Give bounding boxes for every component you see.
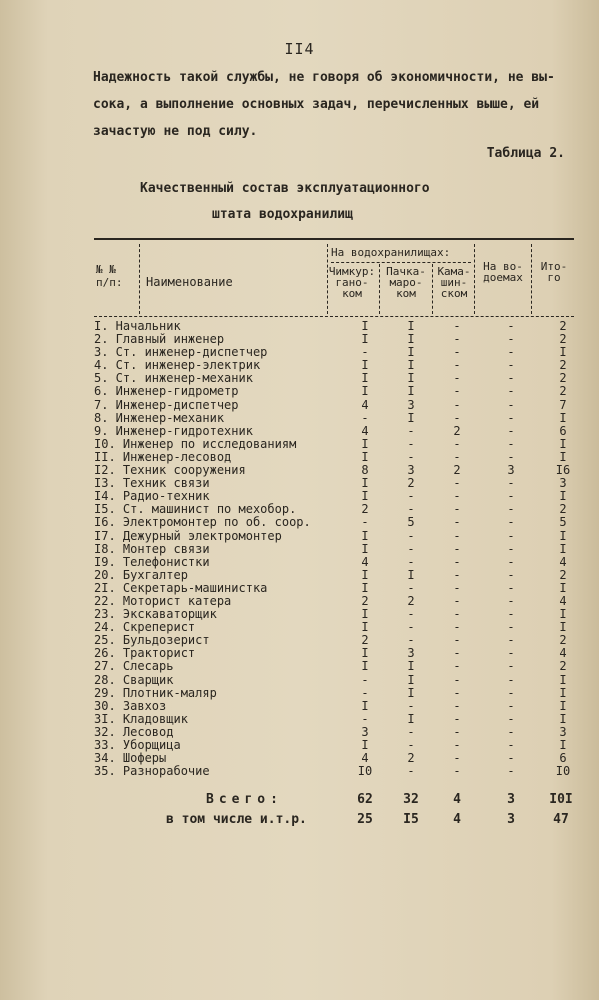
column-separator [432, 264, 433, 314]
row-cell-value: I [559, 698, 567, 713]
row-position-name: 25. Бульдозерист [94, 633, 210, 648]
row-cell-value: - [361, 345, 369, 360]
row-cell-value: - [407, 554, 415, 569]
row-cell-value: - [453, 646, 461, 661]
row-cell-value: I0 [357, 764, 373, 779]
row-cell-value: 4 [361, 423, 369, 438]
row-position-name: II. Инженер-лесовод [94, 449, 232, 464]
row-position-name: 20. Бухгалтер [94, 567, 188, 582]
row-position-name: 7. Инженер-диспетчер [94, 397, 239, 412]
row-cell-value: 4 [559, 593, 567, 608]
column-separator [531, 244, 532, 314]
table-row [94, 739, 574, 752]
row-position-name: 8. Инженер-механик [94, 410, 225, 425]
row-cell-value: 2 [407, 476, 415, 491]
table-row [94, 674, 574, 687]
row-position-name: 23. Экскаваторщик [94, 607, 217, 622]
table-row [94, 425, 574, 438]
table-row [94, 438, 574, 451]
row-position-name: 30. Завхоз [94, 698, 167, 713]
paragraph-line: Надежность такой службы, не говоря об экономичности, не вы- [93, 70, 555, 85]
column-separator [327, 244, 328, 314]
row-cell-value: - [453, 659, 461, 674]
table-row [94, 530, 574, 543]
header-group: На водохранилищах: [331, 246, 451, 259]
row-cell-value: - [407, 607, 415, 622]
row-cell-value: 7 [559, 397, 567, 412]
row-cell-value: - [453, 554, 461, 569]
total-value: I0I [549, 792, 573, 807]
table-row [94, 660, 574, 673]
row-position-name: 34. Шоферы [94, 751, 167, 766]
row-cell-value: - [453, 764, 461, 779]
row-position-name: I4. Радио-техник [94, 489, 210, 504]
row-cell-value: I [361, 358, 369, 373]
row-cell-value: - [453, 698, 461, 713]
header-name: Наименование [146, 275, 233, 289]
row-cell-value: - [361, 685, 369, 700]
total-value: 4 [453, 792, 461, 807]
row-cell-value: - [407, 489, 415, 504]
header-group-underline [331, 262, 471, 263]
row-cell-value: - [507, 567, 515, 582]
column-separator [379, 264, 380, 314]
total-value: 62 [357, 792, 373, 807]
row-cell-value: 4 [361, 751, 369, 766]
row-cell-value: I [407, 672, 415, 687]
row-cell-value: 2 [361, 502, 369, 517]
row-cell-value: - [507, 593, 515, 608]
total-value: 25 [357, 812, 373, 827]
row-position-name: I0. Инженер по исследованиям [94, 436, 297, 451]
row-cell-value: 8 [361, 463, 369, 478]
row-cell-value: - [453, 371, 461, 386]
row-cell-value: - [453, 319, 461, 333]
row-cell-value: I [361, 620, 369, 635]
row-cell-value: I [559, 436, 567, 451]
row-cell-value: I [559, 607, 567, 622]
row-cell-value: - [507, 384, 515, 399]
table-row [94, 399, 574, 412]
itr-total-label: в том числе и.т.р. [166, 812, 307, 827]
table-title-line: штата водохранилищ [212, 207, 353, 222]
row-cell-value: - [407, 633, 415, 648]
row-cell-value: I [559, 580, 567, 595]
row-cell-value: I [361, 489, 369, 504]
row-cell-value: - [507, 751, 515, 766]
row-cell-value: I [361, 449, 369, 464]
row-cell-value: 2 [407, 593, 415, 608]
row-cell-value: - [507, 724, 515, 739]
row-cell-value: I [407, 410, 415, 425]
row-cell-value: - [507, 633, 515, 648]
row-cell-value: - [361, 410, 369, 425]
row-cell-value: I [407, 358, 415, 373]
row-cell-value: - [507, 698, 515, 713]
header-col-reservoirs: На во- доемах [483, 260, 523, 284]
row-cell-value: 2 [559, 567, 567, 582]
row-cell-value: 2 [559, 633, 567, 648]
row-cell-value: - [507, 515, 515, 530]
row-cell-value: - [507, 319, 515, 333]
row-cell-value: - [453, 672, 461, 687]
row-cell-value: I [361, 436, 369, 451]
row-cell-value: I [361, 646, 369, 661]
row-cell-value: - [507, 423, 515, 438]
row-cell-value: I [407, 332, 415, 347]
total-value: 3 [507, 792, 515, 807]
row-position-name: 24. Скреперист [94, 620, 196, 635]
row-cell-value: - [407, 724, 415, 739]
row-cell-value: - [453, 528, 461, 543]
row-cell-value: - [507, 436, 515, 451]
header-bottom-rule [94, 316, 574, 317]
table-row [94, 582, 574, 595]
row-cell-value: I0 [555, 764, 571, 779]
total-value: 47 [553, 812, 569, 827]
row-cell-value: 2 [559, 384, 567, 399]
row-position-name: 2. Главный инженер [94, 332, 225, 347]
row-cell-value: - [453, 633, 461, 648]
row-cell-value: - [507, 345, 515, 360]
row-cell-value: - [507, 554, 515, 569]
row-cell-value: - [361, 672, 369, 687]
row-cell-value: I [361, 607, 369, 622]
row-cell-value: I [407, 319, 415, 333]
row-cell-value: 2 [361, 633, 369, 648]
row-cell-value: - [453, 751, 461, 766]
row-cell-value: - [507, 620, 515, 635]
row-position-name: I5. Ст. машинист по мехобор. [94, 502, 297, 517]
row-cell-value: - [507, 541, 515, 556]
row-position-name: I9. Телефонистки [94, 554, 210, 569]
row-cell-value: - [453, 620, 461, 635]
row-cell-value: - [507, 358, 515, 373]
row-cell-value: I [361, 567, 369, 582]
row-position-name: 35. Разнорабочие [94, 764, 210, 779]
row-cell-value: 3 [507, 463, 515, 478]
row-cell-value: - [453, 541, 461, 556]
row-position-name: 28. Сварщик [94, 672, 174, 687]
row-cell-value: I [559, 672, 567, 687]
row-cell-value: - [507, 580, 515, 595]
row-cell-value: I [407, 345, 415, 360]
paragraph-line: сока, а выполнение основных задач, перечисленных выше, ей [93, 97, 540, 112]
page-number: II4 [284, 40, 315, 58]
row-position-name: 9. Инженер-гидротехник [94, 423, 253, 438]
row-cell-value: - [507, 672, 515, 687]
row-cell-value: - [407, 502, 415, 517]
row-cell-value: I [559, 410, 567, 425]
row-cell-value: I [407, 371, 415, 386]
row-cell-value: - [407, 580, 415, 595]
header-col-kamashin: Кама- шин- ском [437, 265, 471, 300]
row-cell-value: - [507, 502, 515, 517]
row-cell-value: - [453, 685, 461, 700]
row-cell-value: - [361, 515, 369, 530]
row-cell-value: - [407, 620, 415, 635]
row-cell-value: 2 [361, 593, 369, 608]
row-cell-value: - [507, 397, 515, 412]
header-number: № № п/п: [96, 263, 123, 289]
row-position-name: 32. Лесовод [94, 724, 174, 739]
row-cell-value: I [559, 489, 567, 504]
row-cell-value: - [507, 764, 515, 779]
row-position-name: I7. Дежурный электромонтер [94, 528, 282, 543]
row-cell-value: 2 [453, 463, 461, 478]
row-cell-value: I6 [555, 463, 571, 478]
row-cell-value: - [507, 607, 515, 622]
row-cell-value: - [453, 580, 461, 595]
row-cell-value: - [453, 384, 461, 399]
body-paragraph [93, 64, 573, 145]
table-body [94, 320, 574, 778]
row-cell-value: 3 [407, 646, 415, 661]
table-title [140, 176, 510, 228]
row-cell-value: - [453, 502, 461, 517]
row-cell-value: 6 [559, 423, 567, 438]
row-cell-value: I [407, 384, 415, 399]
row-cell-value: 2 [453, 423, 461, 438]
row-cell-value: I [559, 711, 567, 726]
row-cell-value: - [407, 698, 415, 713]
row-position-name: 22. Моторист катера [94, 593, 232, 608]
row-cell-value: 2 [559, 502, 567, 517]
row-cell-value: - [407, 436, 415, 451]
row-cell-value: 2 [559, 358, 567, 373]
row-cell-value: I [361, 541, 369, 556]
row-cell-value: - [507, 489, 515, 504]
row-cell-value: 3 [361, 724, 369, 739]
row-cell-value: I [407, 659, 415, 674]
row-cell-value: - [507, 449, 515, 464]
row-cell-value: I [559, 685, 567, 700]
row-cell-value: - [407, 541, 415, 556]
row-cell-value: - [507, 332, 515, 347]
row-cell-value: I [559, 528, 567, 543]
row-cell-value: I [361, 332, 369, 347]
row-cell-value: 3 [559, 724, 567, 739]
row-cell-value: 2 [559, 319, 567, 333]
row-position-name: 2I. Секретарь-машинистка [94, 580, 268, 595]
header-col-total: Ито- го [540, 260, 568, 284]
row-cell-value: 5 [407, 515, 415, 530]
table-row [94, 556, 574, 569]
row-position-name: I3. Техник связи [94, 476, 210, 491]
row-cell-value: 2 [559, 332, 567, 347]
total-value: 4 [453, 812, 461, 827]
header-col-chimkurgan: Чимкур: гано- ком [328, 265, 376, 300]
row-cell-value: - [453, 607, 461, 622]
table-row [94, 543, 574, 556]
row-cell-value: I [361, 319, 369, 333]
row-position-name: 27. Слесарь [94, 659, 174, 674]
table-row [94, 700, 574, 713]
row-cell-value: - [453, 358, 461, 373]
row-cell-value: - [453, 738, 461, 752]
row-cell-value: I [361, 476, 369, 491]
row-cell-value: 3 [407, 397, 415, 412]
table-row [94, 687, 574, 700]
row-cell-value: 4 [559, 646, 567, 661]
row-position-name: 6. Инженер-гидрометр [94, 384, 239, 399]
row-cell-value: - [453, 476, 461, 491]
row-cell-value: - [453, 489, 461, 504]
row-cell-value: - [407, 423, 415, 438]
row-position-name: 33. Уборщица [94, 738, 181, 752]
row-cell-value: - [453, 397, 461, 412]
row-cell-value: I [361, 738, 369, 752]
row-cell-value: - [507, 685, 515, 700]
row-cell-value: I [361, 528, 369, 543]
row-cell-value: - [453, 410, 461, 425]
row-cell-value: 5 [559, 515, 567, 530]
row-cell-value: I [559, 449, 567, 464]
table-label: Таблица 2. [486, 146, 565, 161]
row-cell-value: - [407, 764, 415, 779]
row-cell-value: - [453, 711, 461, 726]
table-row [94, 713, 574, 726]
row-cell-value: - [453, 332, 461, 347]
row-cell-value: 4 [361, 554, 369, 569]
row-cell-value: 2 [559, 659, 567, 674]
row-cell-value: - [407, 528, 415, 543]
row-cell-value: - [453, 449, 461, 464]
total-value: I5 [403, 812, 419, 827]
total-value: 3 [507, 812, 515, 827]
row-cell-value: - [507, 410, 515, 425]
row-cell-value: I [559, 620, 567, 635]
table-row [94, 569, 574, 582]
table-row [94, 412, 574, 425]
row-position-name: 3. Ст. инженер-диспетчер [94, 345, 268, 360]
row-position-name: 29. Плотник-маляр [94, 685, 217, 700]
row-cell-value: - [453, 436, 461, 451]
total-value: 32 [403, 792, 419, 807]
row-cell-value: - [507, 738, 515, 752]
table-row [94, 385, 574, 398]
row-position-name: I. Начальник [94, 319, 181, 333]
row-cell-value: - [407, 449, 415, 464]
table-row [94, 516, 574, 529]
row-cell-value: I [361, 384, 369, 399]
row-position-name: I6. Электромонтер по об. соор. [94, 515, 311, 530]
row-cell-value: - [507, 476, 515, 491]
table-row [94, 765, 574, 778]
row-cell-value: - [453, 593, 461, 608]
row-cell-value: I [407, 567, 415, 582]
row-cell-value: - [453, 567, 461, 582]
row-position-name: I2. Техник сооружения [94, 463, 246, 478]
row-position-name: 4. Ст. инженер-электрик [94, 358, 261, 373]
row-cell-value: - [507, 371, 515, 386]
row-position-name: I8. Монтер связи [94, 541, 210, 556]
row-cell-value: I [407, 685, 415, 700]
row-cell-value: I [361, 580, 369, 595]
row-cell-value: - [453, 515, 461, 530]
row-cell-value: 6 [559, 751, 567, 766]
row-position-name: 3I. Кладовщик [94, 711, 188, 726]
row-cell-value: I [559, 738, 567, 752]
row-cell-value: I [361, 659, 369, 674]
row-cell-value: - [453, 724, 461, 739]
row-position-name: 26. Тракторист [94, 646, 196, 661]
row-cell-value: - [507, 659, 515, 674]
row-cell-value: - [507, 711, 515, 726]
row-cell-value: 4 [361, 397, 369, 412]
row-cell-value: 3 [559, 476, 567, 491]
table-top-rule [94, 238, 574, 240]
column-separator [139, 244, 140, 314]
row-cell-value: I [361, 371, 369, 386]
row-cell-value: 2 [559, 371, 567, 386]
row-cell-value: - [507, 646, 515, 661]
row-cell-value: 4 [559, 554, 567, 569]
total-label: Всего: [206, 792, 283, 807]
row-cell-value: I [559, 345, 567, 360]
paragraph-line: зачастую не под силу. [93, 124, 258, 139]
row-cell-value: - [361, 711, 369, 726]
header-col-pachkamar: Пачка- маро- ком [386, 265, 426, 300]
row-cell-value: 2 [407, 751, 415, 766]
row-cell-value: I [361, 698, 369, 713]
table-title-line: Качественный состав эксплуатационного [140, 181, 430, 196]
column-separator [474, 244, 475, 314]
row-cell-value: I [407, 711, 415, 726]
row-position-name: 5. Ст. инженер-механик [94, 371, 253, 386]
row-cell-value: - [407, 738, 415, 752]
row-cell-value: - [507, 528, 515, 543]
row-cell-value: I [559, 541, 567, 556]
row-cell-value: - [453, 345, 461, 360]
row-cell-value: 3 [407, 463, 415, 478]
